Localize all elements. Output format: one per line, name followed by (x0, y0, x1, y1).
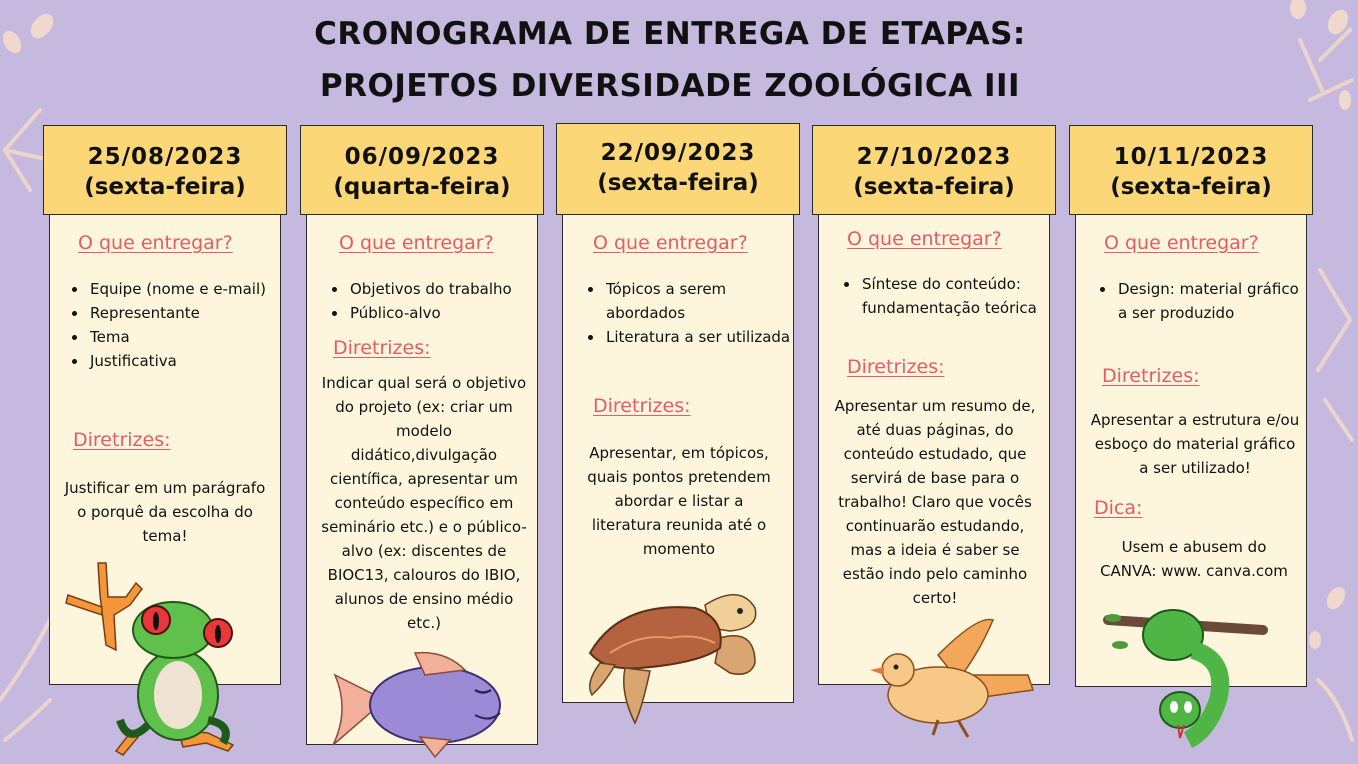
sea-turtle-illustration (580, 583, 775, 743)
guidelines-heading: Diretrizes: (847, 356, 945, 378)
what-to-deliver-heading: O que entregar? (339, 232, 494, 254)
guidelines-text: Indicar qual será o objetivo do projeto (ex: criar um modelo didático,divulgação científica, apresentar um conteúdo específico em seminário etc.) e o público-alvo (ex: discentes de BIOC13, calouros do IBIO, alunos de ensino médio etc.) (321, 374, 527, 632)
frog-illustration (58, 555, 254, 760)
weekday: (sexta-feira) (1110, 174, 1272, 200)
deliverables-list (72, 277, 294, 373)
weekday: (sexta-feira) (853, 174, 1015, 200)
what-to-deliver-heading: O que entregar? (1104, 232, 1259, 254)
guidelines-heading: Diretrizes: (593, 395, 691, 417)
list-item: • Público-alvo (348, 301, 548, 325)
what-to-deliver-heading: O que entregar? (593, 232, 748, 254)
guidelines-text: Apresentar, em tópicos, quais pontos pretendem abordar e listar a literatura reunida até o momento (587, 444, 771, 558)
card-body (818, 185, 1050, 685)
list-item: • Objetivos do trabalho (348, 277, 548, 301)
list-item: • Tema (88, 325, 294, 349)
tip-heading: Dica: (1094, 497, 1143, 519)
list-item: • Design: material gráfico a ser produzido (1116, 277, 1312, 325)
what-to-deliver-heading: O que entregar? (847, 228, 1002, 250)
guidelines-heading: Diretrizes: (73, 429, 171, 451)
guidelines-heading: Diretrizes: (333, 337, 431, 359)
page-title-line2: PROJETOS DIVERSIDADE ZOOLÓGICA III (319, 68, 1021, 104)
date-header (1069, 125, 1313, 215)
bird-illustration (868, 615, 1038, 745)
deliverables-list (588, 277, 794, 349)
date-header (300, 125, 544, 215)
date-header (556, 123, 800, 215)
what-to-deliver-heading: O que entregar? (78, 232, 233, 254)
list-item: • Literatura a ser utilizada (604, 325, 794, 349)
date-header (812, 125, 1056, 215)
weekday: (sexta-feira) (84, 174, 246, 200)
guidelines-text: Justificar em um parágrafo o porquê da escolha do tema! (64, 479, 266, 545)
page-title-line1: CRONOGRAMA DE ENTREGA DE ETAPAS: (314, 16, 1026, 52)
list-item: • Tópicos a serem abordados (604, 277, 794, 325)
delivery-date: 06/09/2023 (344, 144, 500, 170)
fish-illustration (325, 645, 510, 760)
tip-text: Usem e abusem do CANVA: www. canva.com (1100, 538, 1288, 580)
guidelines-text: Apresentar um resumo de, até duas páginas, do conteúdo estudado, que servirá de base para o trabalho! Claro que vocês continuarão estudando, mas a ideia é saber se estão indo pelo caminho certo! (834, 397, 1036, 607)
delivery-date: 25/08/2023 (87, 144, 243, 170)
delivery-date: 27/10/2023 (856, 144, 1012, 170)
deliverables-list (1100, 277, 1312, 325)
date-header (43, 125, 287, 215)
guidelines-text: Apresentar a estrutura e/ou esboço do material gráfico a ser utilizado! (1090, 411, 1300, 477)
snake-illustration (1098, 600, 1278, 760)
weekday: (sexta-feira) (597, 170, 759, 196)
list-item: • Equipe (nome e e-mail) (88, 277, 294, 301)
list-item: • Representante (88, 301, 294, 325)
deliverables-list (844, 272, 1056, 320)
list-item: • Justificativa (88, 349, 294, 373)
weekday: (quarta-feira) (333, 174, 511, 200)
list-item: • Síntese do conteúdo: fundamentação teórica (860, 272, 1056, 320)
deliverables-list (332, 277, 548, 325)
guidelines-heading: Diretrizes: (1102, 365, 1200, 387)
delivery-date: 10/11/2023 (1113, 144, 1269, 170)
delivery-date: 22/09/2023 (600, 140, 756, 166)
